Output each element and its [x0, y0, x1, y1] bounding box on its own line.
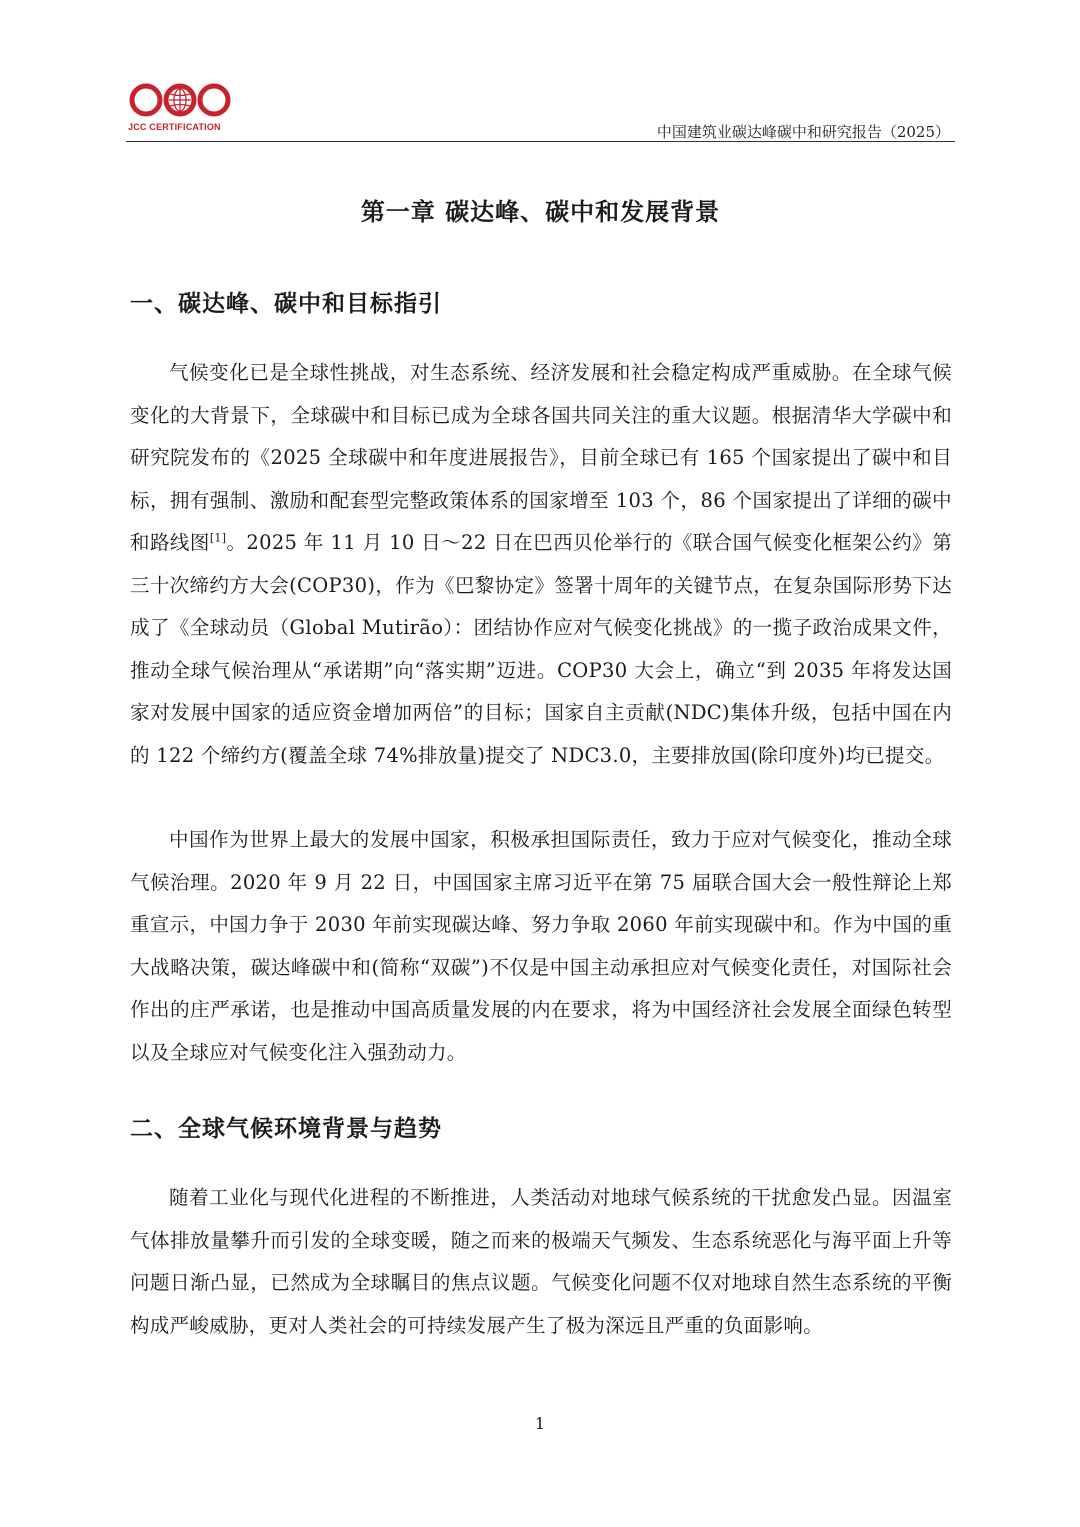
section-title: 二、全球气候环境背景与趋势: [130, 1115, 442, 1142]
section-title: 一、碳达峰、碳中和目标指引: [130, 290, 442, 317]
paragraph-text: 气候变化已是全球性挑战，对生态系统、经济发展和社会稳定构成严重威胁。在全球气候变化的大背景下，全球碳中和目标已成为全球各国共同关注的重大议题。根据清华大学碳中和研究院发布的《2025 全球碳中和年度进展报告》，目前全球已有 165 个国家提出了碳中和目标，拥有强制、激励和配套型完整政策体系的国家增至 103 个，86 个国家提出了详细的碳中和路线图: [130, 361, 952, 554]
logo-rings-icon: [128, 78, 232, 122]
page-number: 1: [534, 1414, 546, 1433]
paragraph: [130, 352, 952, 777]
logo-text: JCC CERTIFICATION: [128, 122, 221, 132]
citation-ref: [1]: [209, 531, 227, 545]
paragraph: 中国作为世界上最大的发展中国家，积极承担国际责任，致力于应对气候变化，推动全球气候治理。2020 年 9 月 22 日，中国国家主席习近平在第 75 届联合国大会一般性辩论上郑重宣示，中国力争于 2030 年前实现碳达峰、努力争取 2060 年前实现碳中和。作为中国的重大战略决策，碳达峰碳中和(简称“双碳”)不仅是中国主动承担应对气候变化责任，对国际社会作出的庄严承诺，也是推动中国高质量发展的内在要求，将为中国经济社会发展全面绿色转型以及全球应对气候变化注入强劲动力。: [130, 828, 952, 1064]
report-title: 中国建筑业碳达峰碳中和研究报告（2025）: [656, 123, 950, 141]
paragraph: 随着工业化与现代化进程的不断推进，人类活动对地球气候系统的干扰愈发凸显。因温室气体排放量攀升而引发的全球变暖，随之而来的极端天气频发、生态系统恶化与海平面上升等问题日渐凸显，已然成为全球瞩目的焦点议题。气候变化问题不仅对地球自然生态系统的平衡构成严峻威胁，更对人类社会的可持续发展产生了极为深远且严重的负面影响。: [130, 1186, 952, 1337]
jcc-logo: [128, 78, 232, 138]
paragraph-text: 。2025 年 11 月 10 日～22 日在巴西贝伦举行的《联合国气候变化框架公约》第三十次缔约方大会(COP30)，作为《巴黎协定》签署十周年的关键节点，在复杂国际形势下达成了《全球动员（Global Mutirão）：团结协作应对气候变化挑战》的一揽子政治成果文件，推动全球气候治理从“承诺期”向“落实期”迈进。COP30 大会上，确立“到 2035 年将发达国家对发展中国家的适应资金增加两倍”的目标；国家自主贡献(NDC)集体升级，包括中国在内的 122 个缔约方(覆盖全球 74%排放量)提交了 NDC3.0，主要排放国(除印度外)均已提交。: [130, 531, 952, 767]
header-divider: [126, 141, 955, 142]
chapter-title: 第一章 碳达峰、碳中和发展背景: [360, 197, 721, 226]
